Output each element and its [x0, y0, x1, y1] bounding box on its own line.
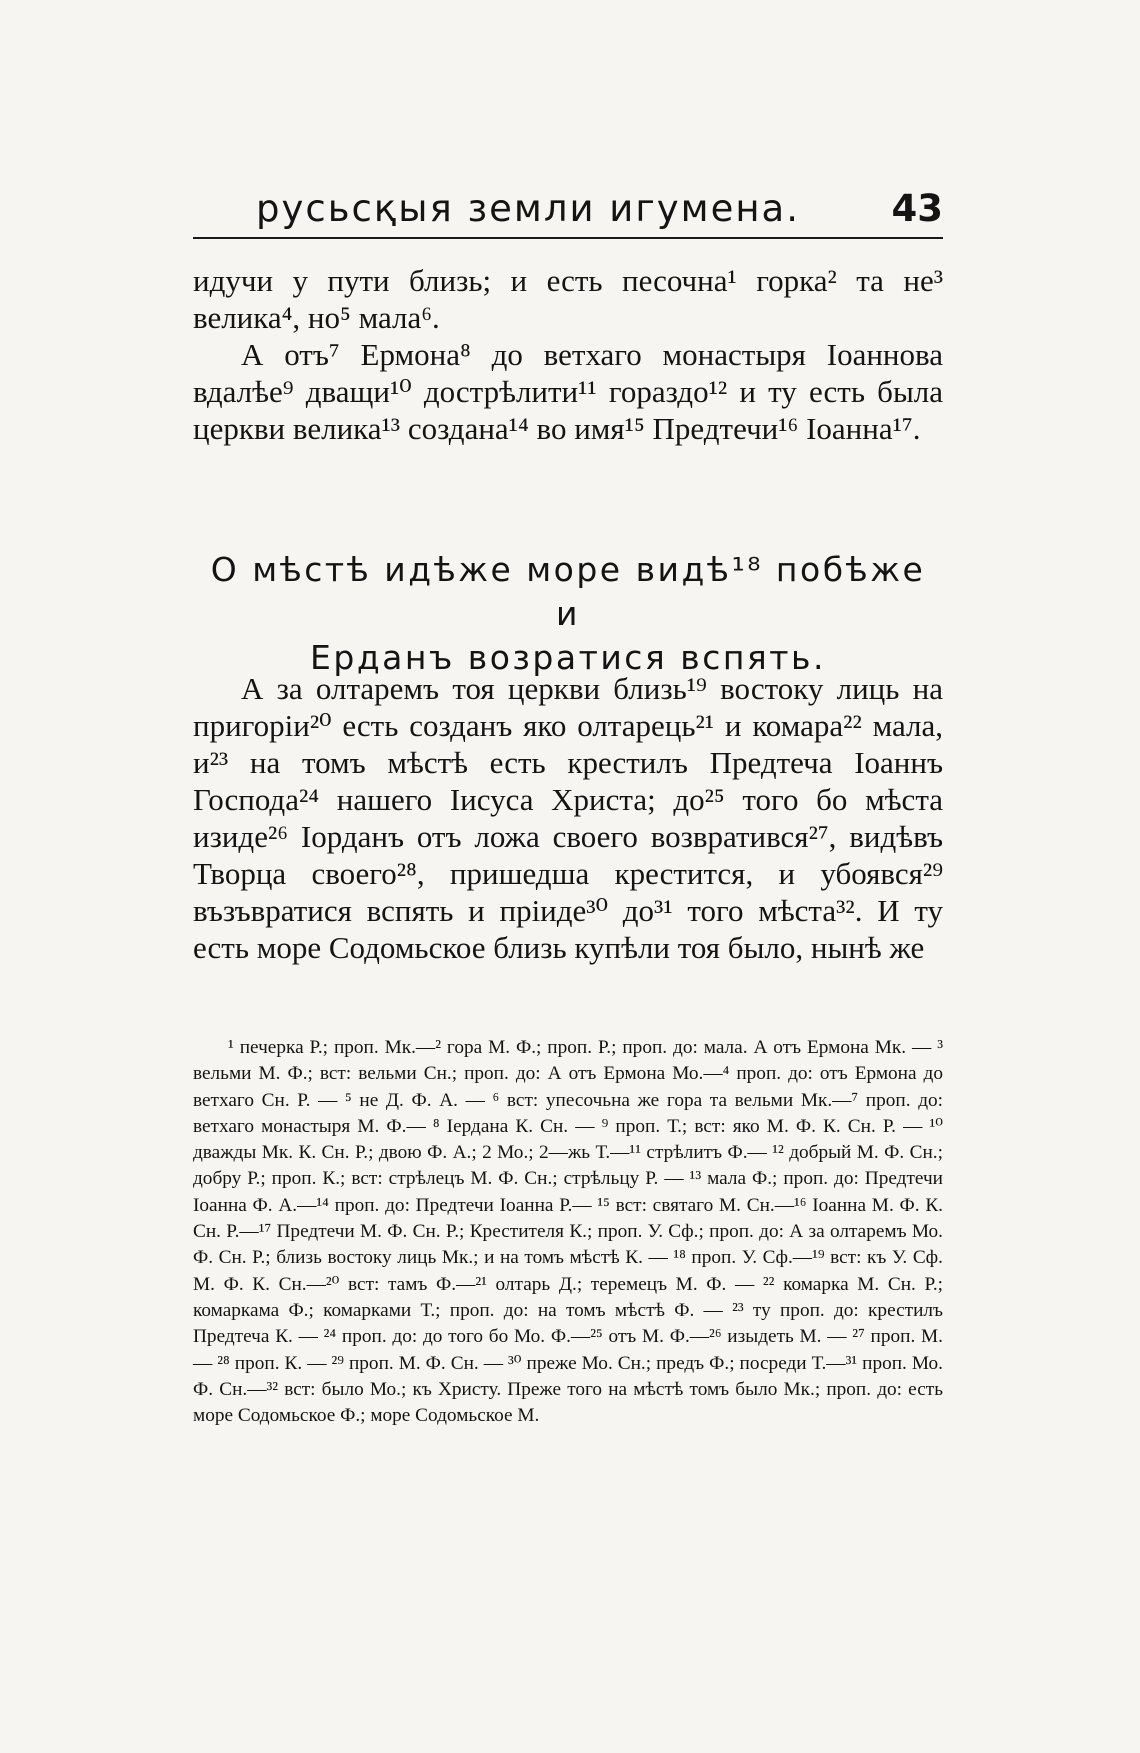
- section-heading-line-2: Ерданъ возратися вспять.: [310, 638, 826, 677]
- page-header: [193, 185, 943, 239]
- text-block-section: [193, 670, 943, 966]
- section-heading-line-1: О мѣстѣ идѣже море видѣ¹⁸ побѣже и: [210, 550, 926, 633]
- page-number: 43: [891, 187, 943, 230]
- running-title: русьсқыя земли игумена.: [256, 187, 800, 230]
- paragraph-continuation: идучи у пути близь; и есть песочна¹ горка² та не³ велика⁴, но⁵ мала⁶.: [193, 263, 943, 335]
- paragraph-altar: А за олтаремъ тоя церкви близь¹⁹ востоку лиць на пригоріи²⁰ есть созданъ яко олтарець²¹ и комара²² мала, и²³ на томъ мѣстѣ есть крестилъ Предтеча Іоаннъ Господа²⁴ нашего Іисуса Христа; до²⁵ того бо мѣста изиде²⁶ Іорданъ отъ ложа своего возвратився²⁷, видѣвъ Творца своего²⁸, пришедша крестится, и убоявся²⁹ възъвратися вспять и пріиде³⁰ до³¹ того мѣста³². И ту есть море Содомьское близь купѣли тоя было, нынѣ же: [193, 671, 943, 965]
- footnotes: [193, 1035, 943, 1429]
- section-heading: [193, 548, 943, 680]
- paragraph-ermon: А отъ⁷ Ермона⁸ до ветхаго монастыря Іоаннова вдалѣе⁹ дващи¹⁰ дострѣлити¹¹ гораздо¹² и ту есть была церкви велика¹³ создана¹⁴ во имя¹⁵ Предтечи¹⁶ Іоанна¹⁷.: [193, 337, 943, 446]
- footnotes-text: ¹ печерка Р.; проп. Мк.—² гора М. Ф.; проп. Р.; проп. до: мала. А отъ Ермона Мк. — ³ вельми М. Ф.; вст: вельми Сн.; проп. до: А отъ Ермона Мо.—⁴ проп. до: отъ Ермона до ветхаго Сн. Р. — ⁵ не Д. Ф. А. — ⁶ вст: упесочьна же гора та вельми Мк.—⁷ проп. до: ветхаго монастыря М. Ф.— ⁸ Іердана К. Сн. — ⁹ проп. Т.; вст: яко М. Ф. К. Сн. Р. — ¹⁰ дважды Мк. К. Сн. Р.; двою Ф. А.; 2 Мо.; 2—жь Т.—¹¹ стрѣлитъ Ф.— ¹² добрый М. Ф. Сн.; добру Р.; проп. К.; вст: стрѣлецъ М. Ф. Сн.; стрѣльцу Р. — ¹³ мала Ф.; проп. до: Предтечи Іоанна Ф. А.—¹⁴ проп. до: Предтечи Іоанна Р.— ¹⁵ вст: святаго М. Сн.—¹⁶ Іоанна М. Ф. К. Сн. Р.—¹⁷ Предтечи М. Ф. Сн. Р.; Крестителя К.; проп. У. Сф.; проп. до: А за олтаремъ Мо. Ф. Сн. Р.; близь востоку лиць Мк.; и на томъ мѣстѣ К. — ¹⁸ проп. У. Сф.—¹⁹ вст: къ У. Сф. М. Ф. К. Сн.—²⁰ вст: тамъ Ф.—²¹ олтарь Д.; теремецъ М. Ф. — ²² комарка М. Сн. Р.; комаркама Ф.; комарками Т.; проп. до: на томъ мѣстѣ Ф. — ²³ ту проп. до: крестилъ Предтеча К. — ²⁴ проп. до: до того бо Мо. Ф.—²⁵ отъ М. Ф.—²⁶ изыдеть М. — ²⁷ проп. М. — ²⁸ проп. К. — ²⁹ проп. М. Ф. Сн. — ³⁰ преже Мо. Сн.; предъ Ф.; посреди Т.—³¹ проп. Мо. Ф. Сн.—³² вст: было Мо.; къ Христу. Преже того на мѣстѣ томъ было Мк.; проп. до: есть море Содомьское Ф.; море Содомьское М.: [193, 1037, 943, 1427]
- text-block-top: [193, 262, 943, 447]
